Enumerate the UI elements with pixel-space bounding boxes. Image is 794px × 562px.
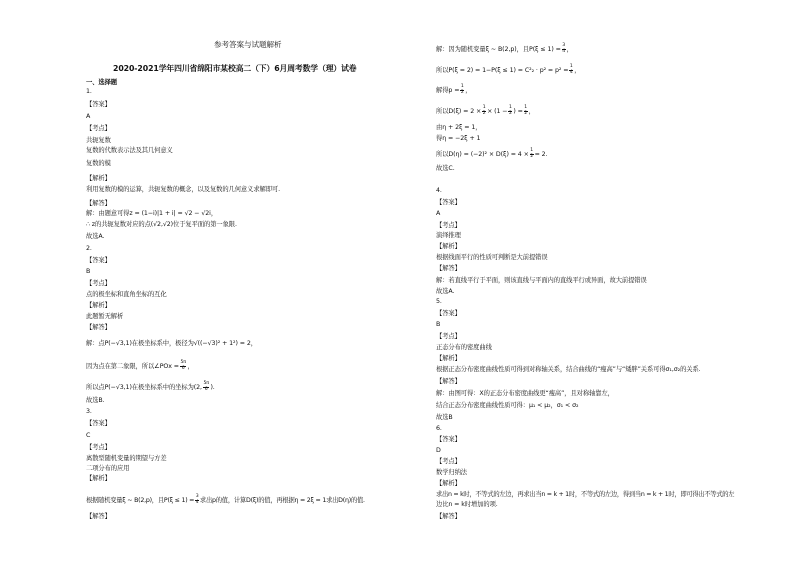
analysis-tag: 【解析】 — [86, 302, 111, 309]
conclusion: 故选B — [436, 414, 453, 421]
conclusion: 故选A. — [86, 233, 105, 240]
answer-tag: 【答案】 — [436, 310, 461, 317]
knowledge-point: 数学归纳法 — [436, 469, 467, 476]
answer-value: C — [86, 432, 91, 439]
answer-value: A — [436, 210, 441, 217]
analysis-text: 边比n = k时增加的项. — [436, 501, 498, 508]
knowledge-point: 正态分布的密度曲线 — [436, 344, 492, 351]
knowledge-point: 演绎推理 — [436, 232, 461, 239]
solution-tag: 【解答】 — [436, 513, 461, 520]
knowledge-point: 二项分布的应用 — [86, 465, 130, 472]
answer-tag: 【答案】 — [436, 436, 461, 443]
knowledge-point: 复数的模 — [86, 160, 111, 167]
analysis-tag: 【解析】 — [436, 480, 461, 487]
knowledge-point: 点的极坐标和直角坐标的互化 — [86, 291, 167, 298]
solution-line: ∴ z的共轭复数对应的点(√2,√2)位于复平面的第一象限. — [86, 221, 237, 228]
solution-line: 解：点P(−√3,1)在极坐标系中，极径为√((−√3)² + 1²) = 2， — [86, 340, 257, 347]
question-number: 2. — [86, 245, 92, 252]
answer-tag: 【答案】 — [436, 199, 461, 206]
solution-line: 所以D(ξ) = 2 × $\frac{1}{2}$ × (1 − $\frac{1}{2}$ ) = $\frac{1}{2}$ ， — [436, 105, 535, 116]
analysis-tag: 【解析】 — [86, 475, 111, 482]
question-number: 4. — [436, 187, 442, 194]
section-heading: 一、选择题 — [86, 79, 117, 86]
knowledge-point: 复数的代数表示法及其几何意义 — [86, 147, 173, 154]
solution-line: 所以D(η) = (−2)² × D(ξ) = 4 × $\frac{1}{2}$ = 2. — [436, 148, 548, 159]
analysis-text: 此题暂无解析 — [86, 313, 124, 320]
solution-line: 结合正态分布密度曲线性质可得：μ₁ < μ₂，σ₁ < σ₂ — [436, 402, 579, 409]
solution-line: 解得p = $\frac{1}{2}$ ， — [436, 84, 472, 95]
document-subtitle: 2020-2021学年四川省绵阳市某校高二（下）6月周考数学（理）试卷 — [113, 64, 357, 73]
answer-tag: 【答案】 — [86, 257, 111, 264]
knowledge-tag: 【考点】 — [86, 444, 111, 451]
analysis-tag: 【解析】 — [436, 243, 461, 250]
conclusion: 故选A. — [436, 288, 455, 295]
answer-tag: 【答案】 — [86, 101, 111, 108]
analysis-text: 利用复数的模的运算，共轭复数的概念，以及复数的几何意义求解即可. — [86, 186, 281, 193]
answer-value: B — [436, 321, 441, 328]
analysis-tag: 【解析】 — [86, 175, 111, 182]
analysis-tag: 【解析】 — [436, 355, 461, 362]
knowledge-tag: 【考点】 — [436, 458, 461, 465]
conclusion: 故选B. — [86, 397, 105, 404]
knowledge-point: 离散型随机变量的期望与方差 — [86, 455, 167, 462]
solution-tag: 【解答】 — [86, 200, 111, 207]
solution-tag: 【解答】 — [436, 265, 461, 272]
solution-line: 由η + 2ξ = 1， — [436, 124, 482, 131]
knowledge-tag: 【考点】 — [86, 125, 111, 132]
answer-tag: 【答案】 — [86, 420, 111, 427]
knowledge-tag: 【考点】 — [436, 222, 461, 229]
solution-line: 所以P(ξ = 2) = 1−P(ξ ≤ 1) = C²₂ · p² = p² = $\frac{1}{4}$ ， — [436, 64, 581, 75]
solution-line: 解：若直线平行于平面，则该直线与平面内的直线平行或异面，故大前提错误 — [436, 277, 647, 284]
conclusion: 故选C. — [436, 165, 455, 172]
solution-line: 因为点在第二象限，所以∠POx = $\frac{5\pi}{6}$ ， — [86, 360, 194, 371]
solution-line: 解：因为随机变量ξ ~ B(2,p)，且P(ξ ≤ 1) = $\frac{3}{4}$ ， — [436, 43, 573, 54]
knowledge-point: 共轭复数 — [86, 137, 111, 144]
question-number: 3. — [86, 408, 92, 415]
knowledge-tag: 【考点】 — [436, 333, 461, 340]
solution-tag: 【解答】 — [86, 324, 111, 331]
answer-value: B — [86, 268, 91, 275]
solution-line: 所以点P(−√3,1)在极坐标系中的坐标为(2, $\frac{5\pi}{6}$ ). — [86, 381, 215, 392]
document-title: 参考答案与试题解析 — [214, 40, 282, 49]
knowledge-tag: 【考点】 — [86, 280, 111, 287]
solution-line: 得η = −2ξ + 1 — [436, 135, 481, 142]
analysis-text: 根据随机变量ξ ~ B(2,p)，且P(ξ ≤ 1) = $\frac{3}{4}$ 求出p的值，计算D(ξ)的值，再根据η = 2ξ = 1求出D(η)的值. — [86, 494, 365, 505]
question-number: 1. — [86, 88, 92, 95]
answer-value: D — [436, 447, 441, 454]
solution-line: 解：由图可得：X的正态分布密度曲线更“瘦高”，且对称轴靠左， — [436, 390, 614, 397]
solution-tag: 【解答】 — [86, 513, 111, 520]
question-number: 6. — [436, 425, 442, 432]
solution-line: 解：由题意可得z = (1−i)|1 + i| = √2 − √2i， — [86, 210, 218, 217]
analysis-text: 根据正态分布密度曲线性质可得到对称轴关系，结合曲线的“瘦高”与“矮胖”关系可得σ₁,σ₂的关系. — [436, 366, 701, 373]
analysis-text: 求出n = k时，不等式的左边，再求出当n = k + 1时，不等式的左边，得到当n = k + 1时，即可得出不等式的左 — [436, 491, 735, 498]
solution-tag: 【解答】 — [436, 378, 461, 385]
analysis-text: 根据线面平行的性质可判断是大前提错误 — [436, 254, 548, 261]
answer-value: A — [86, 113, 91, 120]
question-number: 5. — [436, 298, 442, 305]
